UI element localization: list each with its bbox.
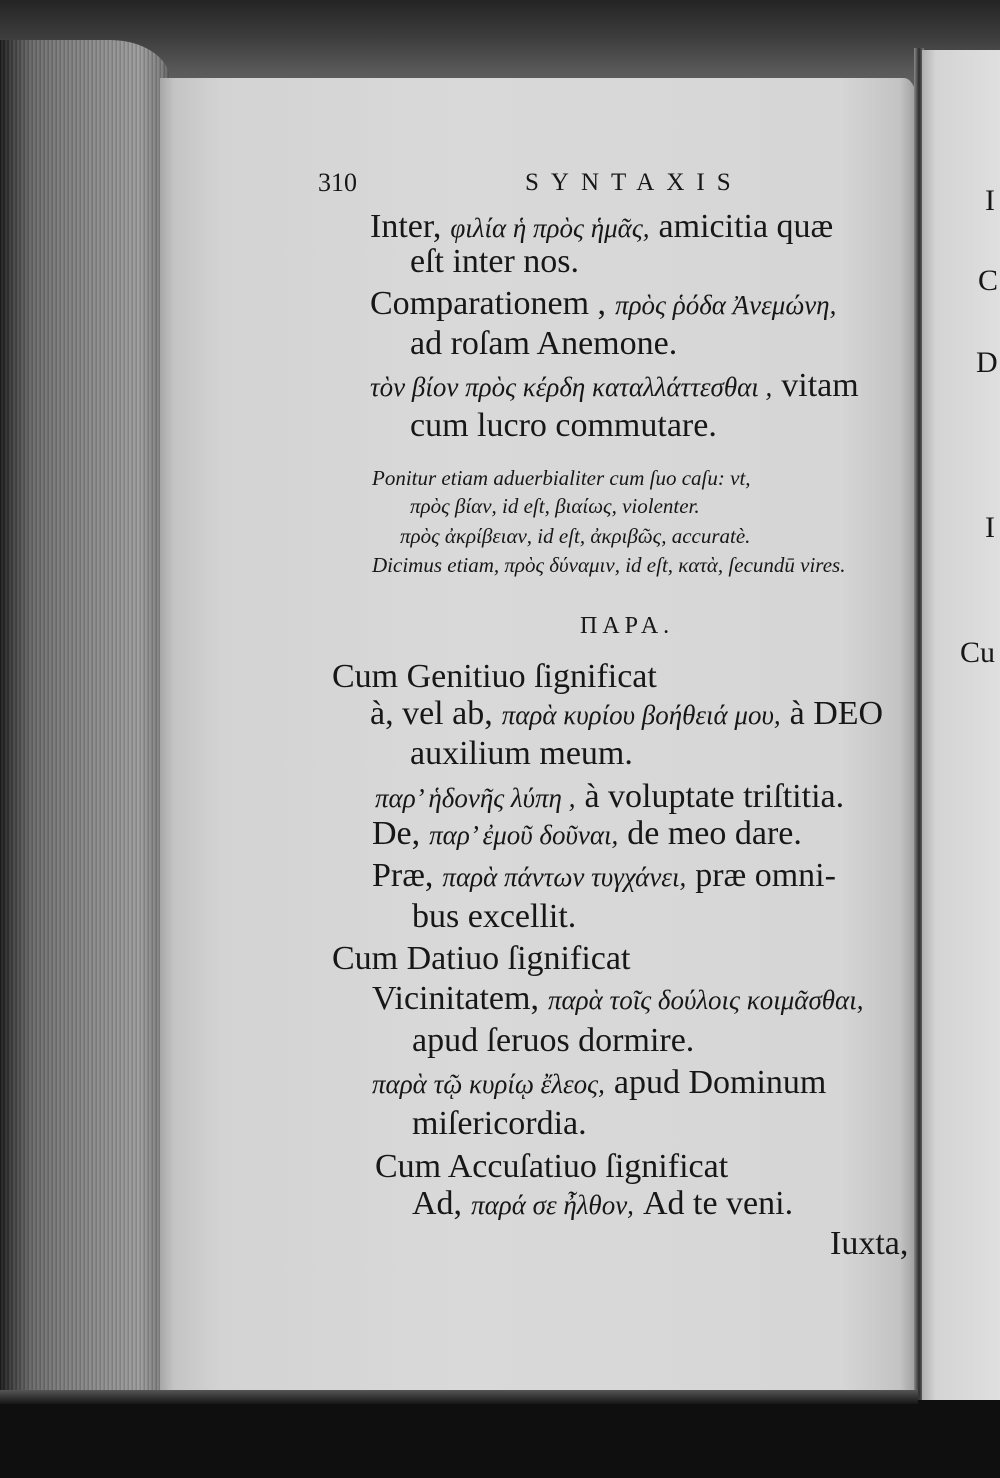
latin-text: à voluptate triſtitia.	[584, 778, 845, 815]
text-line	[370, 366, 859, 407]
greek-text: παρ’ ἐμοῦ δοῦναι,	[429, 820, 619, 850]
greek-text: παρά σε ἦλθον,	[471, 1190, 634, 1220]
text-line	[372, 814, 802, 855]
latin-text: eſt inter nos.	[410, 243, 580, 280]
text-line	[372, 856, 836, 897]
latin-text: Ad te veni.	[642, 1185, 794, 1222]
text-line	[410, 242, 579, 282]
text-line	[410, 406, 717, 446]
text-line	[372, 979, 863, 1020]
text-line	[332, 657, 657, 697]
latin-text: Vicinitatem,	[372, 980, 539, 1017]
latin-text: Cum Genitiuo ſignificat	[332, 658, 657, 695]
recto-page-edge	[922, 50, 1000, 1400]
page-block-fore-edge	[0, 40, 170, 1402]
text-line	[372, 1063, 826, 1104]
catchword: Iuxta,	[830, 1225, 909, 1262]
latin-text: auxilium meum.	[410, 735, 633, 772]
latin-text: apud Dominum	[613, 1064, 827, 1101]
section-heading-text: ΠΑΡΑ.	[580, 613, 675, 639]
facing-page-fragment: D	[976, 346, 998, 379]
latin-text: de meo dare.	[627, 815, 802, 852]
greek-text: παρ’ ἡδονῆς λύπη ,	[375, 783, 576, 813]
greek-text: πρὸς ῥόδα Ἀνεμώνη,	[615, 290, 837, 320]
text-line	[412, 1021, 694, 1061]
text-line	[370, 284, 836, 325]
latin-text: Ad,	[412, 1185, 463, 1222]
note-line	[372, 552, 845, 578]
latin-text: Præ,	[372, 857, 434, 894]
note-line	[410, 493, 700, 519]
greek-text: τὸν βίον πρὸς κέρδη καταλλάττεσθαι ,	[370, 372, 773, 402]
latin-text: apud ſeruos dormire.	[412, 1022, 695, 1059]
verso-page	[160, 78, 918, 1390]
note-line	[400, 523, 750, 549]
latin-text: à, vel ab,	[370, 695, 493, 732]
page-number: 310	[318, 168, 357, 197]
latin-text: Comparationem ,	[370, 285, 607, 322]
facing-page-fragment: I	[985, 184, 995, 217]
greek-text: παρὰ πάντων τυγχάνει,	[442, 862, 687, 892]
text-line	[410, 734, 633, 774]
latin-text: bus excellit.	[412, 898, 577, 935]
text-line	[375, 1147, 728, 1187]
text-line	[412, 897, 576, 937]
text-line	[412, 1184, 793, 1225]
latin-text: Cum Accuſatiuo ſignificat	[375, 1148, 729, 1185]
text-line	[412, 1104, 587, 1144]
note-line	[372, 465, 751, 491]
text-line	[332, 939, 630, 979]
note-text: Ponitur etiam aduerbialiter cum ſuo caſu: vt,	[372, 466, 751, 490]
latin-text: præ omni-	[695, 857, 836, 894]
note-text: πρὸς ἀκρίβειαν, id eſt, ἀκριβῶς, accuratè.	[400, 524, 751, 548]
section-heading	[580, 611, 674, 641]
running-title: SYNTAXIS	[525, 169, 743, 196]
page-block-bottom-edge	[0, 1390, 918, 1404]
text-line	[375, 777, 844, 818]
latin-text: Cum Datiuo ſignificat	[332, 940, 631, 977]
greek-text: παρὰ τῷ κυρίῳ ἔλεος,	[372, 1069, 605, 1099]
text-line	[370, 694, 883, 735]
facing-page-fragment: Cu	[960, 636, 996, 669]
latin-text: De,	[372, 815, 421, 852]
greek-text: παρὰ κυρίου βοήθειά μου,	[501, 700, 781, 730]
latin-text: vitam	[781, 367, 859, 404]
latin-text: ad roſam Anemone.	[410, 325, 678, 362]
latin-text: Inter,	[370, 208, 442, 245]
greek-text: παρὰ τοῖς δούλοις κοιμᾶσθαι,	[547, 985, 864, 1015]
facing-page-fragment: I	[985, 511, 995, 544]
latin-text: amicitia quæ	[658, 208, 834, 245]
facing-page-fragment: C	[978, 264, 999, 297]
note-text: Dicimus etiam, πρὸς δύναμιν, id eſt, κατὰ, ſecundū vires.	[372, 553, 846, 577]
latin-text: à DEO	[789, 695, 884, 732]
latin-text: cum lucro commutare.	[410, 407, 717, 444]
greek-text: φιλία ἡ πρὸς ἡμᾶς,	[450, 213, 650, 243]
text-line	[410, 324, 677, 364]
note-text: πρὸς βίαν, id eſt, βιαίως, violenter.	[410, 494, 700, 518]
latin-text: miſericordia.	[412, 1105, 587, 1142]
